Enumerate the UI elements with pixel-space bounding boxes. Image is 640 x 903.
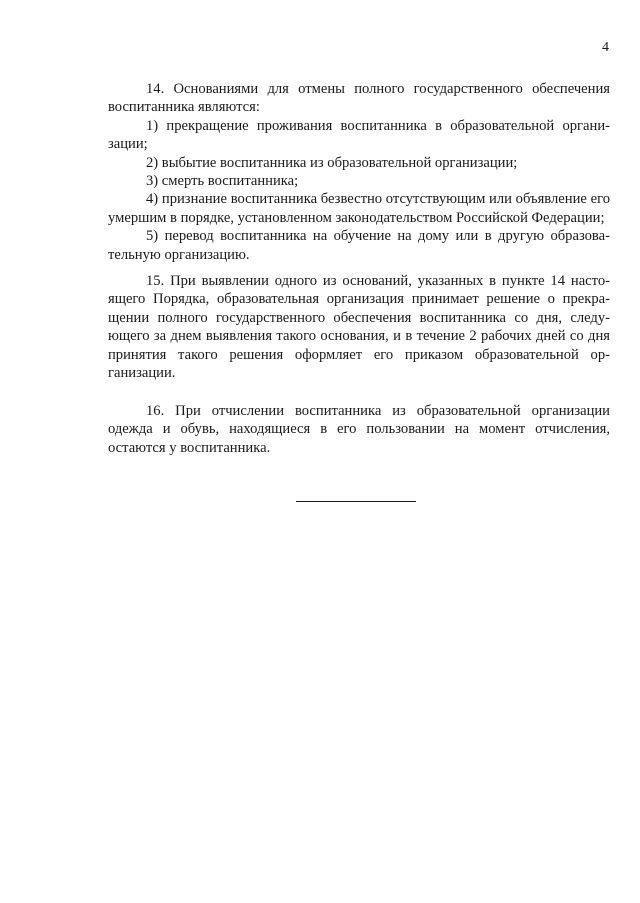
section-14-item-1: 1) прекращение проживания воспитанника в образовательной организации;: [108, 117, 610, 153]
section-14: [108, 80, 610, 264]
section-16-text: 16. При отчислении воспитанника из образовательной организации одежда и обувь, находящиеся в его пользовании на момент отчисления, остаются у воспитанника.: [108, 403, 610, 456]
section-16: [108, 402, 610, 457]
end-of-document-line: [296, 501, 416, 502]
section-15-text: 15. При выявлении одного из оснований, указанных в пункте 14 настоящего Порядка, образовательная организация принимает решение о прекращении полного государственного обеспечения воспитанника со дня, следующего за днем выявления такого основания, и в течение 2 рабочих дней со дня принятия такого решения оформляет его приказом образовательной организации.: [108, 273, 610, 382]
section-14-item-4: 4) признание воспитанника безвестно отсутствующим или объявление его умершим в порядке, установленном законодательством Российской Федерации;: [108, 191, 610, 226]
section-15: [108, 272, 610, 382]
section-14-item-3: 3) смерть воспитанника;: [146, 173, 299, 190]
section-14-intro: 14. Основаниями для отмены полного государственного обеспечения воспитанника являются:: [108, 81, 610, 116]
section-14-item-2: 2) выбытие воспитанника из образовательной организации;: [146, 154, 518, 171]
section-14-item-5: 5) перевод воспитанника на обучение на дому или в другую образовательную организацию.: [108, 228, 610, 263]
page-number: 4: [602, 40, 609, 55]
